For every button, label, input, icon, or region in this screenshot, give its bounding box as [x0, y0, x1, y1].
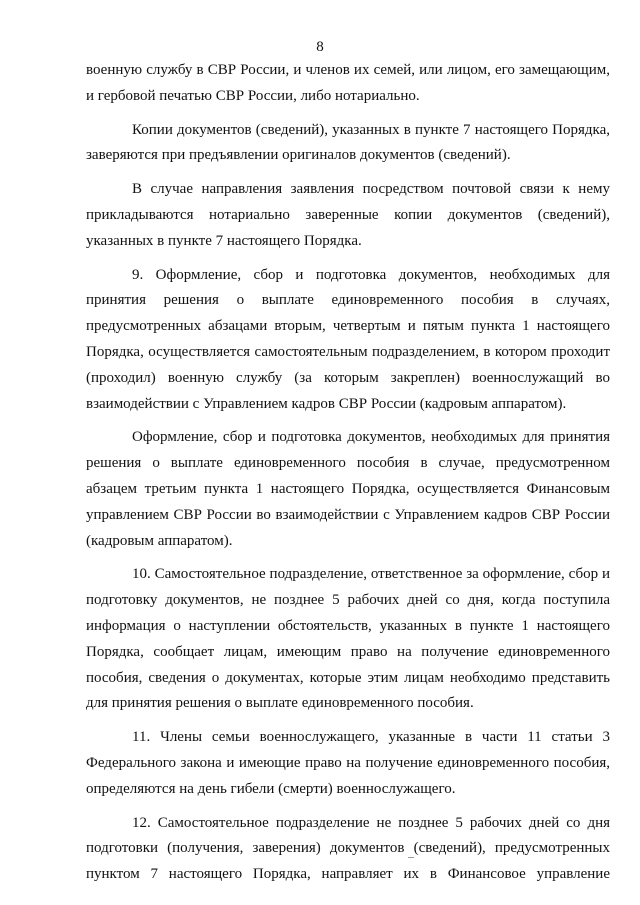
- paragraph-postal-submission: В случае направления заявления посредством почтовой связи к нему прикладываются нотариально заверенные копии документов (сведений), указанных в пункте 7 настоящего Порядка.: [86, 181, 610, 249]
- paragraph-item-11: 11. Члены семьи военнослужащего, указанные в части 11 статьи 3 Федерального закона и имеющие право на получение единовременного пособия, определяются на день гибели (смерти) военнослужащего.: [86, 729, 610, 797]
- document-body: [86, 58, 610, 888]
- paragraph-copies-certification: Копии документов (сведений), указанных в пункте 7 настоящего Порядка, заверяются при предъявлении оригиналов документов (сведений).: [86, 121, 610, 164]
- paragraph-item-9: 9. Оформление, сбор и подготовка документов, необходимых для принятия решения о выплате единовременного пособия в случаях, предусмотренных абзацами вторым, четвертым и пятым пункта 1 настоящего Порядка, осуществляется самостоятельным подразделением, в котором проходит (проходил) военную службу (за которым закреплен) военнослужащий во взаимодействии с Управлением кадров СВР России (кадровым аппаратом).: [86, 266, 610, 412]
- paragraph-item-12: 12. Самостоятельное подразделение не позднее 5 рабочих дней со дня подготовки (получения, заверения) документов (сведений), предусмотренных пунктом 7 настоящего Порядка, направляет их в Финансовое управление: [86, 814, 610, 883]
- paragraph-item-10: 10. Самостоятельное подразделение, ответственное за оформление, сбор и подготовку документов, не позднее 5 рабочих дней со дня, когда поступила информация о наступлении обстоятельств, указанных в пункте 1 настоящего Порядка, сообщает лицам, имеющим право на получение единовременного пособия, сведения о документах, которые этим лицам необходимо представить для принятия решения о выплате единовременного пособия.: [86, 566, 610, 712]
- paragraph-continuation: военную службу в СВР России, и членов их семей, или лицом, его замещающим, и гербовой печатью СВР России, либо нотариально.: [86, 62, 610, 104]
- paragraph-item-9-second: Оформление, сбор и подготовка документов, необходимых для принятия решения о выплате единовременного пособия в случае, предусмотренном абзацем третьим пункта 1 настоящего Порядка, осуществляется Финансовым управлением СВР России во взаимодействии с Управлением кадров СВР России (кадровым аппаратом).: [86, 429, 610, 549]
- page-number: 8: [316, 39, 324, 55]
- scan-artifact: [408, 857, 414, 858]
